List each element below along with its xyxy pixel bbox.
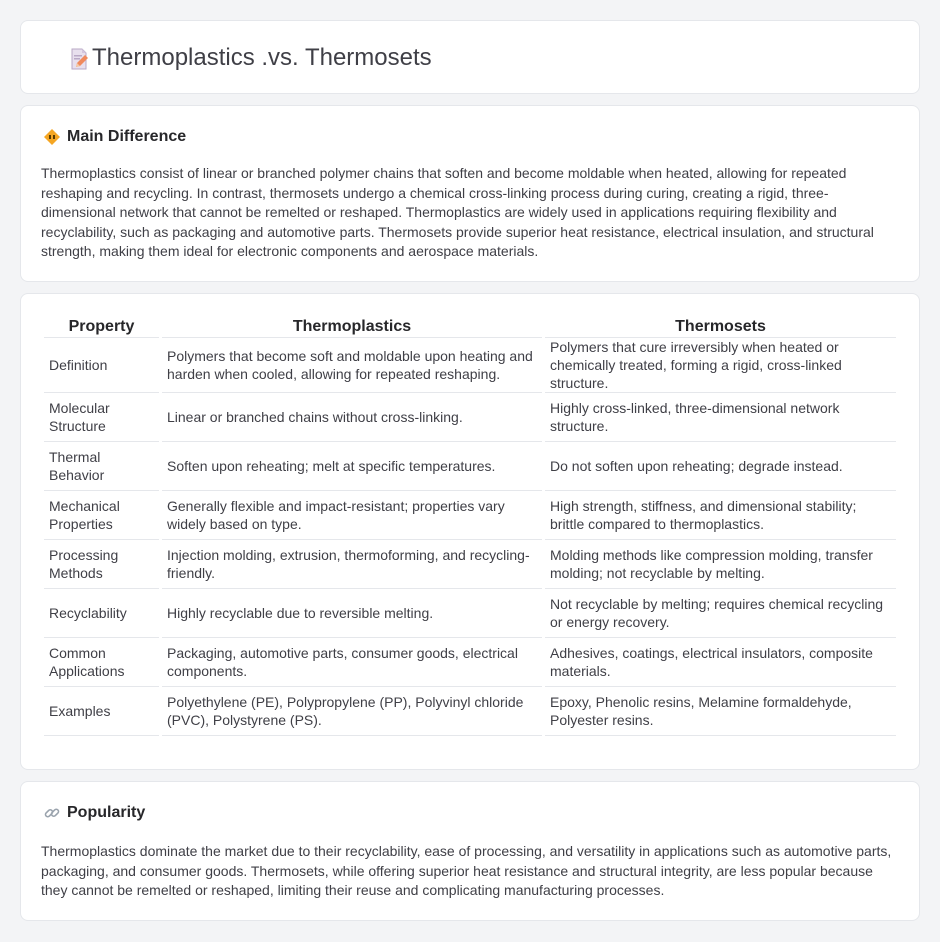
thermoplastics-cell: Linear or branched chains without cross-linking.: [162, 393, 542, 442]
property-cell: Molecular Structure: [44, 393, 159, 442]
thermoplastics-cell: Highly recyclable due to reversible melting.: [162, 589, 542, 638]
thermosets-cell: Molding methods like compression molding, transfer molding; not recyclable by melting.: [545, 540, 896, 589]
thermoplastics-cell: Polyethylene (PE), Polypropylene (PP), Polyvinyl chloride (PVC), Polystyrene (PS).: [162, 687, 542, 736]
thermoplastics-cell: Generally flexible and impact-resistant; properties vary widely based on type.: [162, 491, 542, 540]
table-row: [44, 338, 896, 393]
popularity-title: Popularity: [67, 804, 146, 821]
property-cell: Examples: [44, 687, 159, 736]
main-difference-text: Thermoplastics consist of linear or branched polymer chains that soften and become moldable when heated, allowing for repeated reshaping and recycling. In contrast, thermosets undergo a chemical cross-linking process during curing, creating a rigid, three-dimensional network that cannot be remelted or reshaped. Thermoplastics are widely used in applications requiring flexibility and recyclability, such as packaging and automotive parts. Thermosets provide superior heat resistance, electrical insulation, and structural strength, making them ideal for electronic components and aerospace materials.: [41, 165, 874, 260]
popularity-text: Thermoplastics dominate the market due to their recyclability, ease of processing, and versatility in applications such as automotive parts, packaging, and consumer goods. Thermosets, while offering superior heat resistance and structural integrity, are less popular because they cannot be remelted or reshaped, limiting their reuse and complicating manufacturing processes.: [41, 843, 892, 899]
thermoplastics-cell: Injection molding, extrusion, thermoforming, and recycling-friendly.: [162, 540, 542, 589]
page-title: Thermoplastics .vs. Thermosets: [92, 44, 432, 71]
thermosets-cell: Do not soften upon reheating; degrade instead.: [545, 442, 896, 491]
table-row: [44, 540, 896, 589]
property-cell: Recyclability: [44, 589, 159, 638]
property-cell: Mechanical Properties: [44, 491, 159, 540]
main-difference-heading: [43, 128, 186, 146]
popularity-heading: [43, 804, 145, 822]
popularity-card: [20, 781, 920, 921]
thermoplastics-cell: Soften upon reheating; melt at specific temperatures.: [162, 442, 542, 491]
property-cell: Thermal Behavior: [44, 442, 159, 491]
main-difference-card: [20, 105, 920, 282]
table-row: [44, 393, 896, 442]
header-thermoplastics: Thermoplastics: [162, 314, 542, 338]
thermosets-cell: Not recyclable by melting; requires chemical recycling or energy recovery.: [545, 589, 896, 638]
link-icon: [43, 804, 61, 822]
property-cell: Processing Methods: [44, 540, 159, 589]
header-property: Property: [44, 314, 159, 338]
comparison-table-card: [20, 293, 920, 770]
table-row: [44, 687, 896, 736]
table-row: [44, 589, 896, 638]
thermoplastics-cell: Polymers that become soft and moldable upon heating and harden when cooled, allowing for repeated reshaping.: [162, 338, 542, 393]
thermosets-cell: Adhesives, coatings, electrical insulators, composite materials.: [545, 638, 896, 687]
thermosets-cell: Highly cross-linked, three-dimensional network structure.: [545, 393, 896, 442]
document-edit-icon: [67, 47, 91, 71]
table-row: [44, 638, 896, 687]
comparison-table: [41, 314, 899, 736]
table-header-row: [44, 314, 896, 338]
main-difference-title: Main Difference: [67, 128, 187, 145]
thermoplastics-cell: Packaging, automotive parts, consumer goods, electrical components.: [162, 638, 542, 687]
property-cell: Common Applications: [44, 638, 159, 687]
thermosets-cell: Polymers that cure irreversibly when heated or chemically treated, forming a rigid, cross-linked structure.: [545, 338, 896, 393]
table-row: [44, 491, 896, 540]
table-row: [44, 442, 896, 491]
header-card: [20, 20, 920, 94]
thermosets-cell: High strength, stiffness, and dimensional stability; brittle compared to thermoplastics.: [545, 491, 896, 540]
thermosets-cell: Epoxy, Phenolic resins, Melamine formaldehyde, Polyester resins.: [545, 687, 896, 736]
diamond-sign-icon: [43, 128, 61, 146]
header-thermosets: Thermosets: [545, 314, 896, 338]
property-cell: Definition: [44, 338, 159, 393]
